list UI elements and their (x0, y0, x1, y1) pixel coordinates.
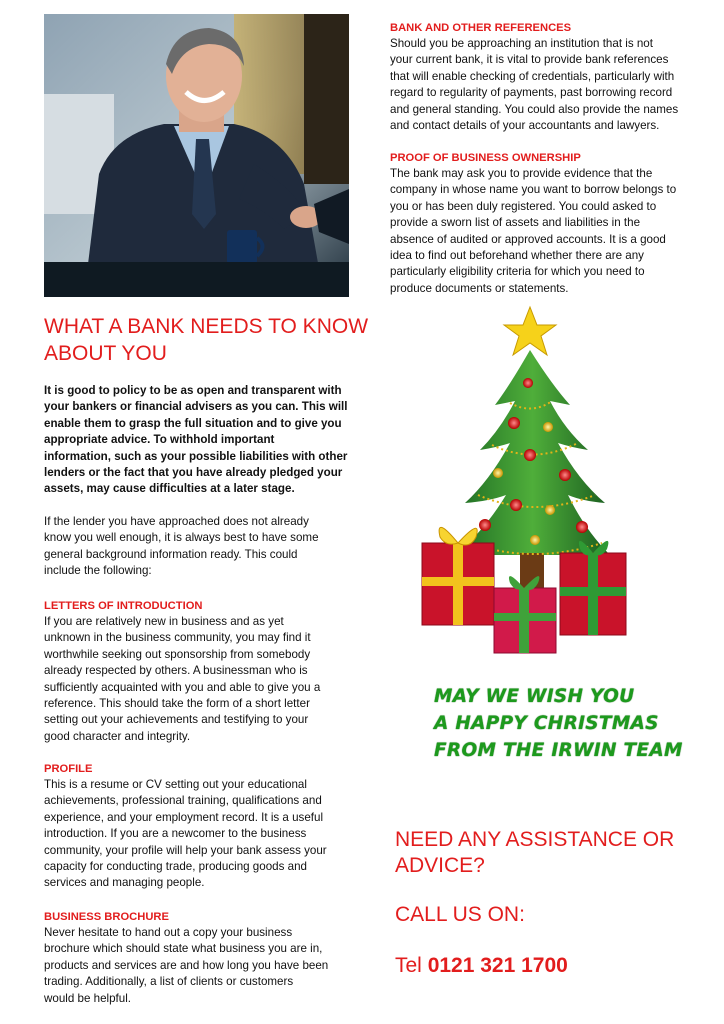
assistance-line2: ADVICE? (395, 854, 485, 877)
tel-label: Tel (395, 954, 422, 977)
references-line: and contact details of your accountants and lawyers. (390, 119, 660, 133)
brochure-line: products and services are and how long you have been (44, 958, 329, 972)
intro-bold-line: appropriate advice. To withhold important (44, 433, 275, 447)
intro-bold-line: enable them to grasp the full situation and to give you (44, 416, 342, 430)
letters-line: already respected by others. A businessman who is (44, 664, 308, 678)
christmas-tree-illustration (410, 305, 635, 670)
brochure-line: Never hesitate to hand out a copy your business (44, 926, 293, 939)
christmas-greeting (434, 683, 694, 764)
phone-number-link[interactable]: 0121 321 1700 (427, 954, 568, 977)
intro-bold-line: information, such as your possible liabilities with other (44, 449, 348, 463)
page-title (44, 313, 374, 367)
greeting-line1: MAY WE WISH YOU (434, 686, 635, 707)
letters-heading: LETTERS OF INTRODUCTION (44, 600, 203, 612)
brochure-heading: BUSINESS BROCHURE (44, 911, 169, 923)
assistance-heading (395, 827, 674, 879)
intro-line: If the lender you have approached does not already (44, 515, 309, 528)
profile-heading: PROFILE (44, 763, 93, 775)
letters-line: good character and integrity. (44, 729, 191, 743)
letters-line: setting out your achievements and testifying to your (44, 713, 309, 727)
intro-line: general background information ready. This could (44, 547, 298, 561)
profile-line: experience, and your employment record. It is a useful (44, 810, 324, 824)
page-title-line1: WHAT A BANK NEEDS TO KNOW (44, 315, 369, 338)
intro-bold-line: your bankers or financial advisers as you can. This will (44, 400, 348, 414)
ownership-line: provide a sworn list of assets and liabilities in the (390, 216, 641, 230)
profile-line: This is a resume or CV setting out your educational (44, 778, 307, 791)
intro-line: know you well enough, it is always best to have some (44, 531, 319, 545)
references-line: Should you be approaching an institution that is not (390, 37, 653, 50)
intro-bold-line: lenders or the fact that you have already pledged your (44, 466, 343, 480)
letters-line: worthwhile seeking out sponsorship from somebody (44, 647, 311, 661)
call-us-label: CALL US ON: (395, 903, 525, 926)
businessman-handshake-photo-icon (44, 14, 349, 297)
intro-line: include the following: (44, 564, 152, 578)
christmas-tree-with-gifts-icon (410, 305, 635, 670)
intro-bold-paragraph (44, 383, 364, 498)
ownership-line: you or has been duly registered. You could asked to (390, 199, 657, 213)
intro-bold-line: assets, may cause difficulties at a later stage. (44, 482, 295, 496)
references-heading: BANK AND OTHER REFERENCES (390, 22, 572, 34)
brochure-line: brochure which should state what business you are in, (44, 942, 323, 956)
ownership-line: The bank may ask you to provide evidence that the (390, 167, 653, 180)
brochure-line: would be helpful. (44, 991, 132, 1005)
letters-line: If you are relatively new in business and as yet (44, 615, 284, 628)
profile-line: capacity for conducting trade, producing goods and (44, 860, 307, 874)
references-line: your current bank, it is vital to provide bank references (390, 53, 669, 67)
assistance-line1: NEED ANY ASSISTANCE OR (395, 828, 675, 851)
ownership-line: absence of audited or approved accounts. It is a good (390, 232, 666, 246)
letters-line: sufficiently acquainted with you and able to give you a (44, 680, 321, 694)
references-line: and general standing. You could also provide the names (390, 102, 679, 116)
brochure-section (44, 909, 364, 1007)
letters-line: reference. This should take the form of a short letter (44, 697, 310, 711)
references-line: that will enable checking of credentials, particularly with (390, 69, 675, 83)
ownership-heading: PROOF OF BUSINESS OWNERSHIP (390, 152, 581, 164)
page-title-line2: ABOUT YOU (44, 342, 167, 365)
letters-line: unknown in the business community, you may find it (44, 631, 311, 645)
telephone-line (395, 953, 568, 979)
profile-line: achievements, professional training, qualifications and (44, 794, 322, 808)
ownership-line: idea to find out beforehand whether there are any (390, 249, 644, 263)
ownership-line: produce documents or statements. (390, 281, 569, 295)
greeting-line3: FROM THE IRWIN TEAM (434, 740, 683, 761)
businessman-photo (44, 14, 349, 297)
ownership-section (390, 150, 708, 297)
profile-line: community, your profile will help your bank assess your (44, 843, 327, 857)
references-section (390, 20, 708, 134)
greeting-line2: A HAPPY CHRISTMAS (434, 713, 659, 734)
brochure-line: trading. Additionally, a list of clients or customers (44, 975, 294, 989)
profile-line: services and managing people. (44, 876, 205, 890)
ownership-line: company in whose name you want to borrow belongs to (390, 183, 677, 197)
profile-section (44, 761, 364, 892)
references-line: regard to regularity of payments, past borrowing record (390, 86, 673, 100)
profile-line: introduction. If you are a newcomer to the business (44, 827, 307, 841)
letters-section (44, 598, 364, 745)
intro-bold-line: It is good to policy to be as open and transparent with (44, 384, 342, 397)
intro-paragraph (44, 514, 364, 580)
ownership-line: particularly eligibility criteria for which you need to (390, 265, 645, 279)
